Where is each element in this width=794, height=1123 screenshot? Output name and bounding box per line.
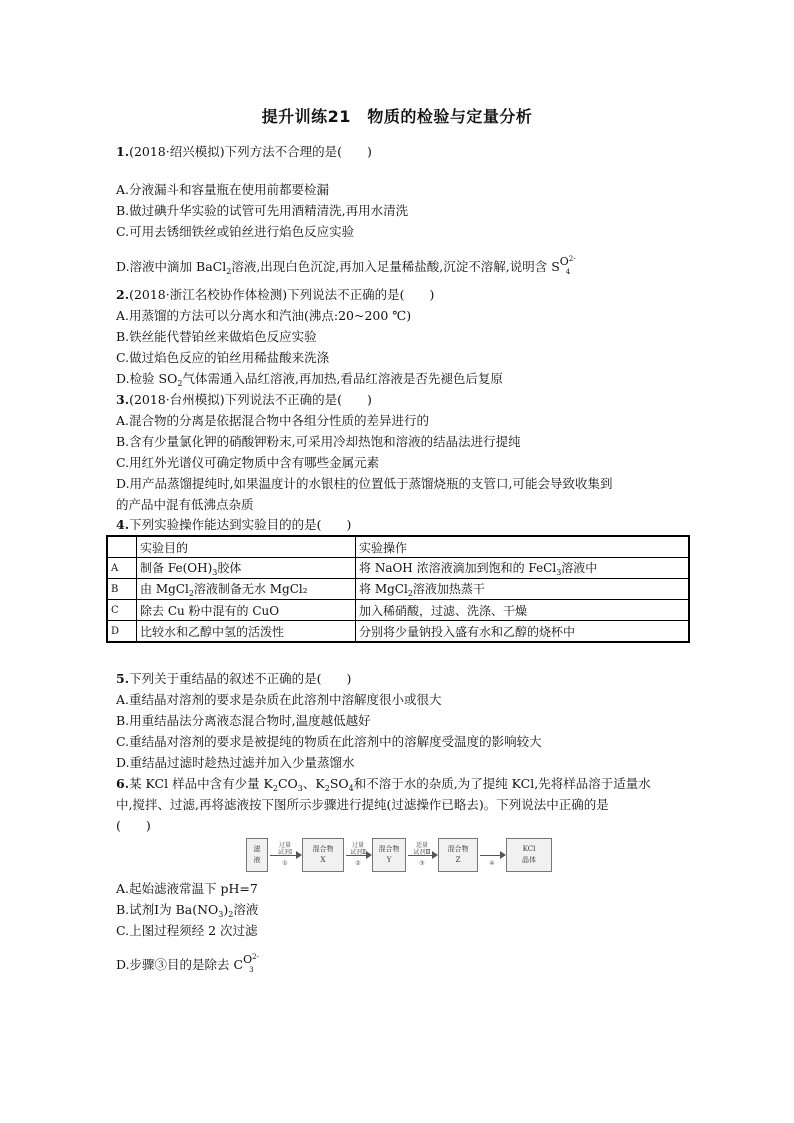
question-number: 2. [116,287,130,302]
table-row [107,621,689,643]
question-text: 下列实验操作能达到实验目的的是( ) [129,517,352,532]
step-number: ④ [489,860,495,867]
cell-text: 制备 Fe(OH) [140,561,213,575]
cell-text: 将 MgCl [359,582,408,596]
purification-flow-diagram [246,838,556,874]
option-a: A.混合物的分离是依据混合物中各组分性质的差异进行的 [116,413,430,428]
question-text: 下列关于重结晶的叙述不正确的是( ) [129,671,352,686]
cell-text: 比较水和乙醇中氢的活泼性 [140,624,285,639]
option-a: A.用蒸馏的方法可以分离水和汽油(沸点:20~200 ℃) [116,308,412,323]
question-text: 和不溶于水的杂质,为了提纯 KCl,先将样品溶于适量水 [353,776,651,791]
question-6-option-d [116,954,696,975]
option-d-continued: 的产品中混有低沸点杂质 [116,497,254,512]
experiment-table [106,535,690,643]
question-number: 4. [116,517,130,532]
option-b [116,899,696,920]
cell-text: 由 MgCl [140,582,189,596]
subscript: 3 [218,910,224,919]
question-number: 5. [116,671,130,686]
cell-text: 分别将少量钠投入盛有水和乙醇的烧杯中 [359,624,576,639]
table-row [107,558,689,579]
question-number: 3. [116,392,130,407]
step-number: ③ [419,860,425,867]
option-c: C.重结晶对溶剂的要求是被提纯的物质在此溶剂中的溶解度受温度的影响较大 [116,734,542,749]
step-number: ② [355,860,361,867]
table-row [107,600,689,621]
arrow-label: 过量 试剂Ⅱ [349,842,367,856]
flow-arrow-step-3 [406,838,438,872]
option-c: C.上图过程须经 2 次过滤 [116,923,258,938]
step-number: ① [282,860,288,867]
question-number: 1. [116,144,130,159]
table-header-row [107,536,689,558]
question-number: 6. [116,776,130,791]
flow-box-mixture-y: 混合物 Y [372,838,406,872]
question-1-stem [116,141,696,162]
option-b: B.含有少量氯化钾的硝酸钾粉末,可采用冷却热饱和溶液的结晶法进行提纯 [116,434,521,449]
flow-box-mixture-z: 混合物 Z [438,838,478,872]
subscript: 3 [556,568,562,577]
question-3 [116,389,696,515]
ion-charge: 2- [568,255,576,263]
option-c: C.可用去锈细铁丝或铂丝进行焰色反应实验 [116,224,355,239]
option-c: C.做过焰色反应的铂丝用稀盐酸来洗涤 [116,350,330,365]
cell-text: 溶液中 [561,561,598,575]
operation-cell [356,558,690,579]
cell-text: 将 NaOH 浓溶液滴加到饱和的 FeCl [359,561,557,575]
option-a: A.分液漏斗和容量瓶在使用前都要检漏 [116,182,330,197]
option-a: A.起始滤液常温下 pH=7 [116,881,258,896]
goal-cell [137,579,356,600]
question-2 [116,284,696,389]
flow-box-kcl-crystal: KCl 晶体 [506,838,552,872]
question-text: (2018·绍兴模拟)下列方法不合理的是( ) [129,144,372,159]
option-d-text: D.步骤③目的是除去 C [116,957,244,972]
option-letter: A [107,558,137,579]
ion-charge: 2- [252,953,259,961]
question-2-stem [116,284,696,305]
subscript: 2 [228,910,234,919]
option-d-text: 气体需通入品红溶液,再加热,看品红溶液是否先褪色后复原 [182,371,503,386]
goal-cell [137,558,356,579]
question-text: 某 KCl 样品中含有少量 K [129,776,273,791]
subscript: 3 [212,568,218,577]
operation-cell [356,600,690,621]
option-d-text: D.检验 SO [116,371,178,386]
cell-text: 溶液制备无水 MgCl₂ [193,582,308,596]
option-letter: B [107,579,137,600]
question-text: CO [277,776,298,791]
ion-subscript: 4 [565,268,571,276]
cell-text: 胶体 [217,561,242,575]
option-d-text: 溶液,出现白色沉淀,再加入足量稀盐酸,沉淀不溶解,说明含 S [231,259,560,274]
question-4-stem [116,514,696,535]
subscript: 2 [272,784,278,793]
question-6-options [116,878,696,941]
answer-blank: ( ) [116,818,151,833]
flow-box-mixture-x: 混合物 X [302,838,344,872]
carbonate-ion [243,953,259,974]
question-text: (2018·台州模拟)下列说法不正确的是( ) [129,392,372,407]
ion-letter: O [559,255,569,268]
option-d: D.用产品蒸馏提纯时,如果温度计的水银柱的位置低于蒸馏烧瓶的支管口,可能会导致收集到 [116,476,613,491]
question-3-stem [116,389,696,410]
option-b-text: ) [223,902,229,917]
subscript: 2 [407,589,413,598]
subscript: 2 [177,379,183,388]
cell-text: 加入稀硝酸，过滤、洗涤、干燥 [359,603,528,618]
table-row [107,579,689,600]
page-title: 提升训练21 物质的检验与定量分析 [261,107,533,126]
flow-arrow-step-4 [478,838,506,872]
subscript: 2 [324,784,330,793]
goal-cell [137,600,356,621]
operation-cell [356,621,690,643]
cell-text: 除去 Cu 粉中混有的 CuO [140,603,280,618]
flow-arrow-step-1 [268,838,302,872]
sulfate-ion [559,255,576,276]
subscript: 3 [297,784,303,793]
option-c: C.用红外光谱仪可确定物质中含有哪些金属元素 [116,455,380,470]
question-1 [116,141,696,162]
goal-cell [137,621,356,643]
arrow-label: 适量 试剂Ⅲ [413,842,431,856]
table-header-cell: 实验目的 [137,536,356,558]
subscript: 2 [226,267,232,276]
table-header-cell [107,536,137,558]
subscript: 2 [188,589,194,598]
option-d [116,954,696,975]
question-text: SO [329,776,349,791]
question-5 [116,668,696,773]
option-letter: C [107,600,137,621]
option-d: D.重结晶过滤时趁热过滤并加入少量蒸馏水 [116,755,355,770]
question-6-stem [116,773,696,794]
arrow-label: 过量 试剂Ⅰ [277,842,293,856]
option-b-text: B.试剂Ⅰ为 Ba(NO [116,902,219,917]
question-6-stem-continued: 中,搅拌、过滤,再将滤液按下图所示步骤进行提纯(过滤操作已略去)。下列说法中正确的是 [116,797,609,812]
operation-cell [356,579,690,600]
table-header-cell: 实验操作 [356,536,690,558]
option-b-text: 溶液 [233,902,259,917]
cell-text: 溶液加热蒸干 [412,582,485,596]
flow-arrow-step-2 [344,838,372,872]
flow-box-filtrate: 滤 液 [246,838,268,872]
option-d [116,368,696,389]
question-text: 、K [302,776,325,791]
option-letter: D [107,621,137,643]
question-1-option-d [116,256,696,277]
question-5-stem [116,668,696,689]
question-4 [116,514,696,535]
question-1-options [116,179,696,242]
option-d-text: D.溶液中滴加 BaCl [116,259,227,274]
option-b: B.铁丝能代替铂丝来做焰色反应实验 [116,329,317,344]
option-a: A.重结晶对溶剂的要求是杂质在此溶剂中溶解度很小或很大 [116,692,442,707]
ion-letter: O [243,953,253,966]
question-6 [116,773,696,836]
subscript: 4 [348,784,354,793]
option-d [116,256,696,277]
option-b: B.用重结晶法分离液态混合物时,温度越低越好 [116,713,371,728]
ion-subscript: 3 [249,966,254,974]
option-b: B.做过碘升华实验的试管可先用酒精清洗,再用水清洗 [116,203,409,218]
question-text: (2018·浙江名校协作体检测)下列说法不正确的是( ) [129,287,435,302]
